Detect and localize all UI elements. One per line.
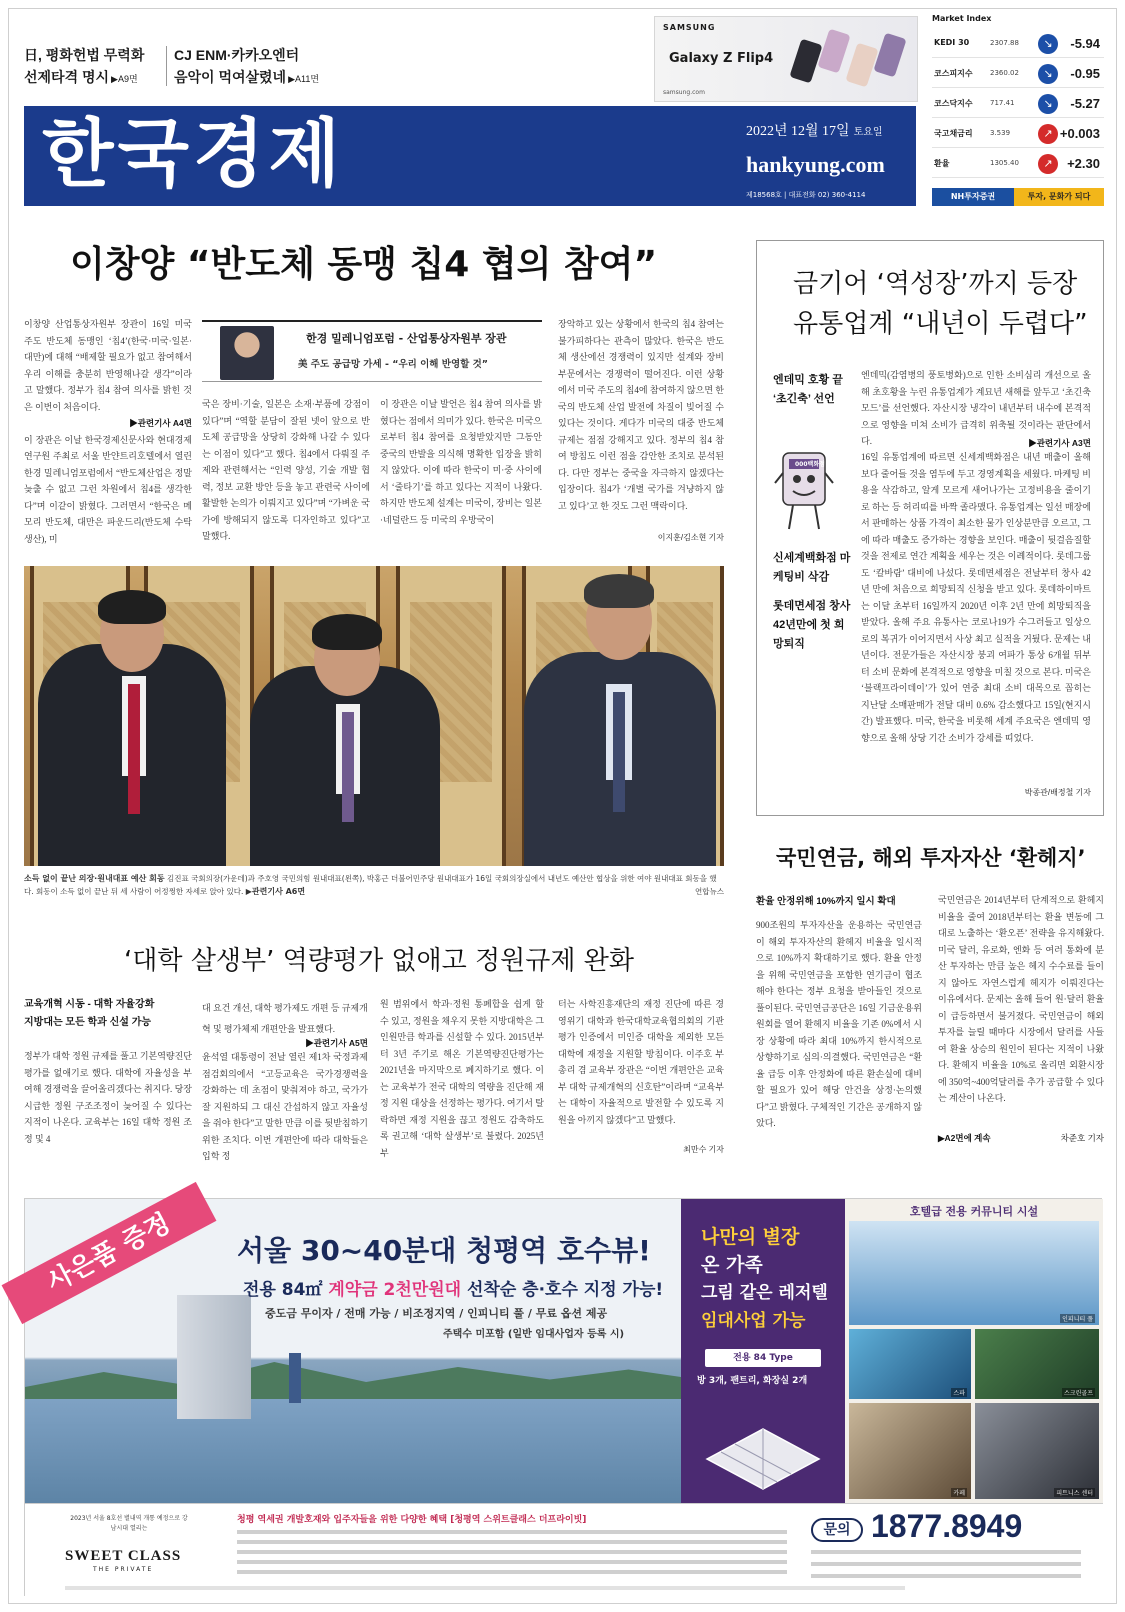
index-name: 국고채금리: [934, 129, 973, 138]
amenity-label: 스크린골프: [1064, 1390, 1093, 1397]
fine-print: [237, 1540, 787, 1544]
benefit-line: 청평 역세권 개발호재와 입주자들을 위한 다양한 혜택 [청평역 스위트클래스 더프라이빗]: [237, 1515, 587, 1525]
hair: [98, 590, 166, 624]
photo-caption: [24, 872, 724, 898]
fine-print: [237, 1530, 787, 1534]
samsung-ad[interactable]: [654, 16, 918, 102]
advert-slogan: [701, 1223, 828, 1335]
brand-tagline: 2023년 서울 8호선 별내역 개통 예정으로 강남시대 열리는: [70, 1515, 188, 1532]
teaser-japan[interactable]: [24, 44, 164, 90]
tie: [342, 712, 354, 822]
fine-print: [811, 1550, 1081, 1554]
amenity-label: 피트니스 센터: [1056, 1490, 1093, 1497]
sponsor-slogan: 투자, 문화가 되다: [1014, 188, 1104, 206]
floorplan-icon: [697, 1399, 829, 1495]
univ-col-1: [24, 996, 192, 1162]
teaser-line: CJ ENM·카카오엔터: [174, 47, 300, 63]
unit-rooms: 방 3개, 팬트리, 화장실 2개: [697, 1376, 808, 1386]
real-estate-advert[interactable]: [24, 1198, 1102, 1596]
amenity-photo: [849, 1329, 971, 1399]
nps-text: 국민연금은 2014년부터 단계적으로 환헤지 비율을 줄여 2018년부터는 환율 변동에 그대로 노출하는 ‘환오픈’ 전략을 유지해왔다. 미국 달러, 유로화, 엔화 등 여러 통화에 분산 투자하는 만큼 높은 헤지 수수료를 들이지 않아도 자연스럽게 헤지가 이뤄진다는 이유에서다. 문제는 올해 들어 원·달러 환율이 급등하면서 불거졌다. 국민연금이 해외 투자를 늘릴 때마다 시장에서 달러를 사들여 환율 상승의 원인이 된다는 지적이 나왔다. 환헤지 비율을 10%로 올리면 외환시장에 350억~400억달러를 추가 공급할 수 있다는 계산이 나온다.: [938, 895, 1104, 1103]
teaser-ref: ▶A11면: [288, 74, 320, 84]
advert-headline: 서울 30~40분대 청평역 호수뷰!: [237, 1234, 651, 1267]
arrow-up-icon: ↗: [1038, 124, 1058, 144]
market-row: [932, 60, 1104, 88]
market-row: [932, 90, 1104, 118]
side-headline-2[interactable]: 유통업계 “내년이 두렵다”: [793, 309, 1088, 339]
weekday-text: 토요일: [853, 127, 883, 138]
phone-icon: [789, 39, 822, 84]
lead-text: 이창양 산업통상자원부 장관이 16일 미국 주도 반도체 동맹인 ‘칩4’(한국·미국·일본·대만)에 대해 “배제할 필요가 없고 참여해서 우리 이해를 충분히 반영해나갈 생각”이라고 말했다. 정부가 칩4 참여 의사를 밝힌 것은 이번이 처음이다.: [24, 319, 192, 412]
univ-col-3: 원 범위에서 학과·정원 통폐합을 쉽게 할 수 있고, 정원을 채우지 못한 지방대학은 그 인원만큼 학과를 신설할 수 있다. 2015년부터 3년 주기로 해온 기본역량진단평가는 2021년을 마지막으로 폐지하기로 했다. 이는 교육부가 전국 대학의 역량을 진단해 재정 지원 대상을 선정하는 평가다. 여기서 탈락하면 재정 지원을 끊고 정원도 감축하도록 권고해 ‘대학 살생부’로 불렸다. 2025년부: [380, 999, 544, 1158]
unit-type-badge: 전용 84 Type: [705, 1349, 821, 1367]
phone-icon: [817, 29, 850, 74]
slogan-line: 임대사업 가능: [701, 1311, 806, 1331]
slogan-line: 온 가족: [701, 1254, 763, 1276]
advert-deposit: 계약금 2천만원대: [328, 1280, 462, 1300]
side-text: 엔데믹(감염병의 풍토병화)으로 인한 소비심리 개선으로 올해 초호황을 누린 유통업계가 계묘년 새해를 앞두고 ‘초긴축 모드’를 선언했다. 자산시장 냉각이 내년부터 내수에 본격적으로 영향을 미쳐 소비가 급격히 위축될 것이라는 판단에서다.: [861, 370, 1091, 446]
teaser-line: 음악이 먹여살렸네: [174, 69, 287, 85]
shopping-bag-robot-icon: [775, 443, 833, 531]
lead-text: 이 장관은 이날 한국경제신문사와 현대경제연구원 주최로 서울 반얀트리호텔에서 열린 한경 밀레니엄포럼에서 “반도체산업은 정말 늦출 수 없고 그런 차원에서 칩4를 생각한다”며 이같이 밝혔다. 그러면서 “한국은 메모리 반도체, 대만은 파운드리(반도체 수탁생산), 미: [24, 434, 192, 544]
lead-col-4: [558, 316, 724, 548]
fine-print: [65, 1586, 905, 1590]
index-name: 환율: [934, 159, 950, 168]
nps-col-2: [938, 892, 1104, 1162]
tie: [128, 684, 140, 814]
amenity-label: 카페: [953, 1490, 965, 1497]
index-value: 717.41: [990, 99, 1015, 107]
related-article-link[interactable]: ▶관련기사 A5면: [305, 1038, 368, 1048]
contact-label: 문의: [811, 1518, 863, 1542]
interview-title: 한경 밀레니엄포럼 - 산업통상자원부 장관: [306, 332, 507, 345]
nps-subhead: 환율 안정위해 10%까지 일시 확대: [756, 896, 896, 907]
continued-link[interactable]: ▶A2면에 계속: [938, 1133, 991, 1143]
brand-sub: THE PRIVATE: [93, 1566, 154, 1573]
side-subhead: 롯데면세점 창사 42년만에 첫 희망퇴직: [773, 600, 851, 650]
retail-sidebox: [756, 240, 1104, 816]
minister-photo: [220, 326, 274, 380]
arrow-up-icon: ↗: [1038, 154, 1058, 174]
advert-offer: 선착순 층·호수 지정 가능!: [466, 1280, 664, 1300]
contact-line: 제18568호 | 대표전화 02) 360-4114: [746, 191, 866, 199]
teaser-divider: [166, 46, 167, 86]
fine-print: [237, 1560, 787, 1564]
univ-subhead: 교육개혁 시동 - 대학 자율강화: [24, 999, 155, 1010]
apartment-tower: [177, 1295, 251, 1419]
apartment-tower: [289, 1353, 301, 1403]
hair: [312, 614, 382, 650]
related-article-link[interactable]: ▶관련기사 A3면: [1028, 438, 1091, 448]
advert-footer: [25, 1503, 1103, 1597]
advert-note: 주택수 미포함 (일반 임대사업자 등록 시): [443, 1329, 625, 1340]
sponsor-name: NH투자증권: [932, 188, 1014, 206]
arrow-down-icon: ↘: [1038, 94, 1058, 114]
interview-subtitle: 美 주도 공급망 가세 - “우리 이해 반영할 것”: [298, 359, 489, 370]
fine-print: [811, 1574, 1081, 1578]
side-subhead: 신세계백화점 마케팅비 삭감: [773, 552, 851, 583]
newspaper-logo[interactable]: 한국경제: [42, 111, 344, 197]
univ-col-2: [202, 996, 368, 1162]
tie: [613, 692, 625, 812]
nps-col-1: [756, 892, 922, 1162]
market-row: [932, 30, 1104, 58]
brand-logo: SWEET CLASS: [65, 1548, 182, 1564]
teaser-ref: ▶A9면: [111, 74, 138, 84]
amenity-photo: [849, 1403, 971, 1499]
slogan-line: 그림 같은 레저텔: [701, 1283, 828, 1303]
teaser-cjenm[interactable]: [174, 44, 354, 90]
photo-credit: 연합뉴스: [695, 887, 724, 896]
fine-print: [811, 1562, 1081, 1566]
univ-subhead: 지방대는 모든 학과 신설 가능: [24, 1017, 152, 1028]
univ-text: 윤석열 대통령이 전날 열린 제1차 국정과제점검회의에서 “고등교육은 국가경쟁력을 강화하는 데 초점이 맞춰져야 하고, 국가가 잘 지원하되 그 대신 간섭하지 않고 자율성을 줘야 한다”고 말한 만큼 이를 뒷받침하기 위한 조치다. 이번 개편안에 따라 대학들은 입학 정: [202, 1052, 368, 1161]
index-value: 1305.40: [990, 159, 1019, 167]
byline: 박종관/배정철 기자: [1024, 788, 1091, 797]
nameplate: [24, 106, 916, 206]
index-change: +0.003: [1059, 126, 1100, 141]
related-article-link[interactable]: ▶관련기사 A6면: [245, 887, 306, 896]
amenity-photo: [975, 1403, 1099, 1499]
lead-text: 장악하고 있는 상황에서 한국의 칩4 참여는 불가피하다는 관측이 많았다. 한국은 반도체 생산에선 경쟁력이 있지만 설계와 장비 부문에서는 경쟁력이 떨어진다. 이런 상황에서 미국 주도의 칩4에 참여하지 않으면 한국의 반도체 산업 발전에 차질이 빚어질 수 있다는 것이다. 게다가 미국의 대중 반도체 규제는 점점 강해지고 있다. 정부의 칩4 참여 방침도 이런 점을 감안한 조치로 분석된다. 다만 정부는 중국을 자극하지 않겠다는 입장이다. 칩4가 ‘개별 국가를 겨냥하지 않고 있다’고 한 것도 그런 맥락이다.: [558, 319, 724, 511]
news-photo[interactable]: [24, 566, 724, 866]
hair: [584, 574, 654, 608]
advert-hero: [25, 1199, 681, 1503]
phone-icon: [873, 33, 906, 78]
phone-icon: [845, 43, 878, 88]
slogan-line: 나만의 별장: [701, 1226, 800, 1248]
advert-purple-panel: [681, 1199, 845, 1503]
photo-caption-text: 김진표 국회의장(가운데)과 주호영 국민의힘 원내대표(왼쪽), 박홍근 더불어민주당 원내대표가 16일 국회의장실에서 내년도 예산안 협상을 위한 여야 원내대표 회동을 했다. 회동이 소득 없이 끝난 뒤 세 사람이 어정쩡한 자세로 앉아 있다.: [24, 874, 717, 896]
index-value: 2360.02: [990, 69, 1019, 77]
market-row: [932, 150, 1104, 178]
nps-text: 900조원의 투자자산을 운용하는 국민연금이 해외 투자자산의 환헤지 비율을 일시적으로 10%까지 확대하기로 했다. 환율 안정을 위해 국민연금을 포함한 연기금이 협조해야 한다는 정부 요청을 받아들인 것으로 풀이된다. 국민연금공단은 16일 기금운용위원회를 열어 환헤지 비율을 기존 0%에서 시장 상황에 따라 최대 10%까지 한시적으로 상향하기로 심의·의결했다. 국민연금은 “환율 급등 이후 안정화에 따른 환손실에 대비할 필요가 있어 해당 안건을 상정·논의했다”고 밝혔다. 구체적인 기간은 공개하지 않았다.: [756, 920, 922, 1128]
issue-date: [746, 120, 883, 140]
lead-col-3: 이 장관은 이날 발언은 칩4 참여 의사를 밝혔다는 점에서 의미가 있다. 한국은 미국으로부터 칩4 참여를 요청받았지만 그동안 중국의 반발을 의식해 명확한 입장을 밝히지 않았다. 이에 따라 한국이 미·중 사이에서 ‘줄타기’를 하고 있다는 지적이 나왔다. 하지만 반도체 설계는 미국이, 장비는 일본·네덜란드 등 미국의 우방국이: [380, 399, 542, 525]
univ-headline[interactable]: ‘대학 살생부’ 역량평가 없애고 정원규제 완화: [124, 946, 634, 976]
ad-site: samsung.com: [663, 89, 705, 96]
interview-box: [202, 320, 542, 382]
index-name: 코스피지수: [934, 69, 973, 78]
date-text: 2022년 12월 17일: [746, 124, 850, 139]
market-row: [932, 120, 1104, 148]
index-change: -0.95: [1070, 66, 1100, 81]
nps-headline[interactable]: 국민연금, 해외 투자자산 ‘환헤지’: [776, 846, 1086, 870]
lead-col-1: [24, 316, 192, 548]
teaser-line: 선제타격 명시: [24, 69, 110, 85]
byline: 이지훈/김소현 기자: [657, 533, 724, 542]
arrow-down-icon: ↘: [1038, 34, 1058, 54]
byline: 차준호 기자: [1060, 1133, 1104, 1143]
side-subhead: 엔데믹 호황 끝 ‘초긴축’ 선언: [773, 374, 843, 405]
illustration-label: 000백화점: [795, 461, 825, 468]
index-change: -5.94: [1070, 36, 1100, 51]
advert-subheadline: [243, 1275, 663, 1300]
side-headline-1[interactable]: 금기어 ‘역성장’까지 등장: [793, 269, 1078, 299]
side-body: [861, 367, 1091, 807]
index-change: +2.30: [1067, 156, 1100, 171]
index-value: 3.539: [990, 129, 1011, 137]
market-title: Market Index: [932, 14, 992, 23]
amenity-label: 인피니티 풀: [1062, 1316, 1093, 1323]
advert-size: 전용 84㎡: [243, 1280, 323, 1300]
index-value: 2307.88: [990, 39, 1019, 47]
advert-amenities: [845, 1199, 1103, 1503]
amenity-label: 스파: [953, 1390, 965, 1397]
lead-headline[interactable]: 이창양 “반도체 동맹 칩4 협의 참여”: [70, 244, 658, 285]
fine-print: [237, 1550, 787, 1554]
lake-shape: [25, 1399, 681, 1503]
index-change: -5.27: [1070, 96, 1100, 111]
website-link[interactable]: hankyung.com: [746, 152, 885, 177]
ad-model: Galaxy Z Flip4: [669, 51, 774, 66]
univ-text: 터는 사학진흥재단의 재정 진단에 따른 경영위기 대학과 한국대학교육협의회의 기관평가 인증에서 미인증 대학을 제외한 모든 대학에 재정을 지원할 방침이다. 이주호 부총리 겸 교육부 장관은 “이번 개편안은 교육부 대학 규제개혁의 신호탄”이라며 “교육부는 대학이 자율적으로 발전할 수 있도록 지원을 아끼지 않겠다”고 말했다.: [558, 999, 724, 1125]
lead-col-2: 국은 장비·기술, 일본은 소재·부품에 강점이 있다”며 “역할 분담이 잘된 넷이 앞으로 반도체 공급망을 상당히 강화해 나갈 수 있다는 이점이 있다”고 했다. 칩4에서 다뤄질 주제와 관련해서는 “인력 양성, 기술 개발 협력, 정보 교환 방안 등을 놓고 관련국 사이에 활발한 논의가 이뤄지고 있다”며 “가벼운 국가에 방해되지 않도록 디자인하고 있다”고 말했다.: [202, 399, 370, 541]
teaser-line: 日, 평화헌법 무력화: [24, 47, 145, 63]
univ-text: 정부가 대학 정원 규제를 풀고 기본역량진단평가를 없애기로 했다. 대학에 자율성을 부여해 경쟁력을 끌어올리겠다는 취지다. 당장 시급한 정원 구조조정이 늦어질 수 있다는 지적이 나온다. 교육부는 16일 대학 정원 조정 및 4: [24, 1051, 192, 1144]
sponsor-banner[interactable]: [932, 188, 1104, 206]
related-article-link[interactable]: ▶관련기사 A4면: [129, 418, 192, 428]
amenity-photo: [975, 1329, 1099, 1399]
ad-brand: SAMSUNG: [663, 23, 716, 32]
photo-title: 소득 없이 끝난 의장·원내대표 예산 회동: [24, 874, 165, 883]
contact-phone[interactable]: 1877.8949: [871, 1508, 1023, 1544]
side-text: 16일 유통업계에 따르면 신세계백화점은 내년 매출이 올해보다 줄어들 것을 염두에 두고 경영계획을 세웠다. 마케팅 비용을 삭감하고, 알게 모르게 새어나가는 고정비용을 줄이기로 하는 등 허리띠를 바짝 졸라맸다. 유통업계는 일선 매장에서 판매하는 상품 가격이 최소한 물가 인상분만큼 오르고, 그에 따라 매출도 증가하는 경향을 보인다. 매출이 뒷걸음질할 것을 전제로 연간 계획을 세우는 것은 이례적이다. 롯데그룹도 ‘칼바람’ 대비에 나섰다. 롯데면세점은 전날부터 창사 42년 만에 처음으로 희망퇴직 신청을 받고 있다. 롯데하이마트는 이달 초부터 16일까지 2020년 이후 2년 만에 희망퇴직을 받았다. 올해 주요 유통사는 코로나19가 수그러들고 일상으로의 복귀가 이어지면서 사상 최고 실적을 거뒀다. 문제는 내년이다. 전문가들은 자산시장 붕괴 여파가 통상 6개월 뒤부터 소비 문화에 본격적으로 영향을 미칠 것으로 본다. 미국은 ‘블랙프라이데이’가 있어 연중 최대 소비 대목으로 꼽히는 지난달 소매판매가 전달 대비 0.6% 감소했다고 15일(현지시간) 발표했다. 미국, 한국을 비롯해 세계 주요국은 엔데믹 영향으로 올해 상당 기간 소비가 강세를 띠었다.: [861, 452, 1091, 743]
univ-text: 대 요건 개선, 대학 평가제도 개편 등 규제개혁 및 평가체제 개편안을 발표했다.: [202, 1003, 368, 1034]
market-index: [932, 12, 1104, 204]
index-name: KEDI 30: [934, 38, 970, 47]
gift-ribbon: 사은품 증정: [2, 1182, 217, 1324]
fine-print: [237, 1570, 787, 1574]
byline: 최만수 기자: [683, 1145, 724, 1154]
univ-col-4: [558, 996, 724, 1162]
index-name: 코스닥지수: [934, 99, 973, 108]
advert-features: 중도금 무이자 / 전매 가능 / 비조정지역 / 인피니티 풀 / 무료 옵션 제공: [265, 1307, 608, 1320]
arrow-down-icon: ↘: [1038, 64, 1058, 84]
amenity-photo: [849, 1221, 1099, 1325]
amenity-title: 호텔급 전용 커뮤니티 시설: [909, 1205, 1039, 1218]
